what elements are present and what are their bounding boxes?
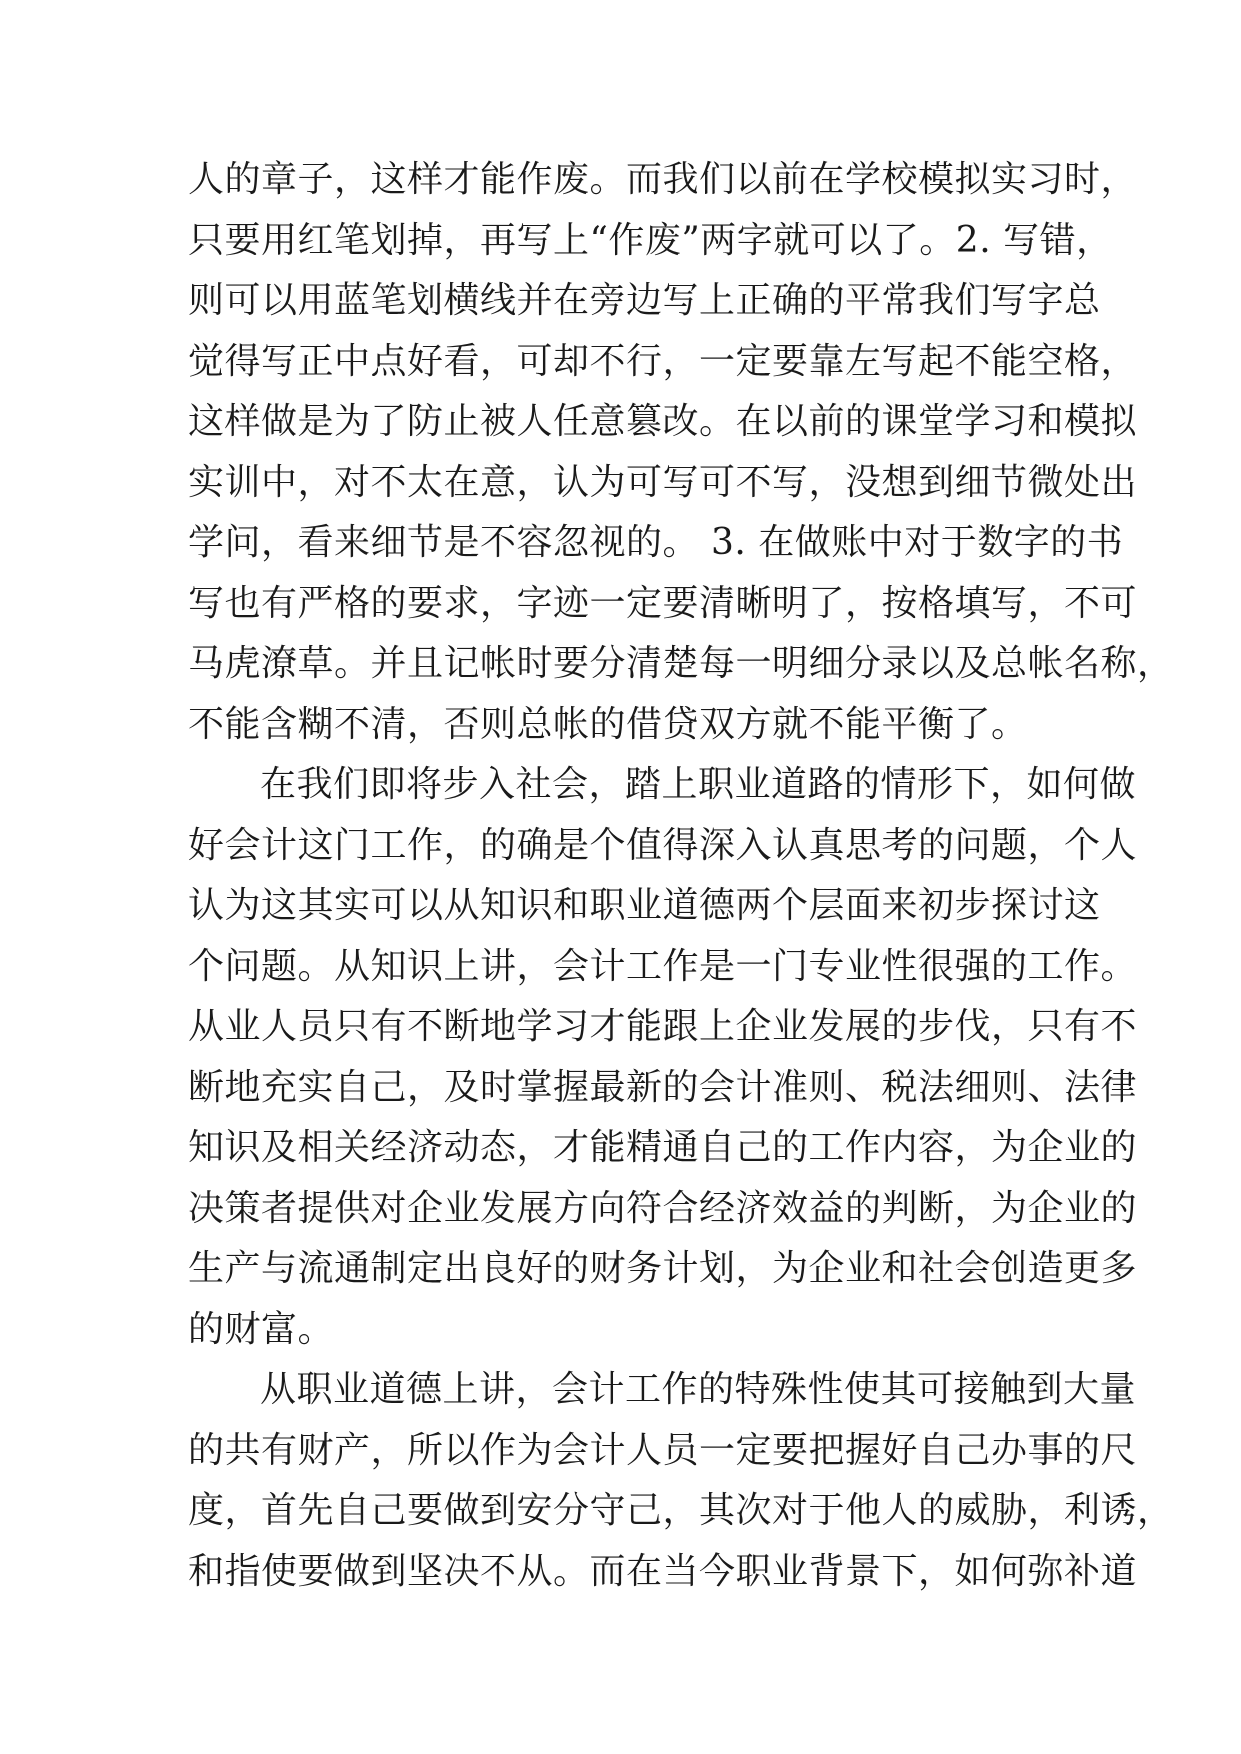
text-line: 好会计这门工作，的确是个值得深入认真思考的问题，个人 [188, 824, 1138, 866]
text-line: 度，首先自己要做到安分守己，其次对于他人的威胁，利诱， [188, 1490, 1174, 1531]
document-body [188, 150, 1174, 1602]
text-line: 这样做是为了防止被人任意篡改。在以前的课堂学习和模拟 [188, 401, 1138, 442]
text-line: 学问，看来细节是不容忽视的。 3. 在做账中对于数字的书 [188, 522, 1124, 563]
text-line: 只要用红笔划掉，再写上“作废”两字就可以了。2. 写错， [188, 219, 1113, 261]
paragraph-3 [188, 1360, 1174, 1602]
text-line: 个问题。从知识上讲，会计工作是一门专业性很强的工作。 [188, 945, 1138, 987]
text-line: 则可以用蓝笔划横线并在旁边写上正确的平常我们写字总 [188, 280, 1101, 321]
paragraph-1 [188, 150, 1174, 755]
text-line: 生产与流通制定出良好的财务计划，为企业和社会创造更多 [188, 1248, 1138, 1289]
text-line: 从职业道德上讲，会计工作的特殊性使其可接触到大量 [260, 1369, 1137, 1410]
text-line: 知识及相关经济动态，才能精通自己的工作内容，为企业的 [188, 1127, 1138, 1168]
text-line: 断地充实自己，及时掌握最新的会计准则、税法细则、法律 [188, 1066, 1138, 1108]
text-line: 觉得写正中点好看，可却不行，一定要靠左写起不能空格， [188, 340, 1138, 382]
text-line: 决策者提供对企业发展方向符合经济效益的判断，为企业的 [188, 1187, 1138, 1229]
text-line: 和指使要做到坚决不从。而在当今职业背景下，如何弥补道 [188, 1550, 1138, 1592]
text-line: 从业人员只有不断地学习才能跟上企业发展的步伐，只有不 [188, 1006, 1138, 1047]
text-line: 写也有严格的要求，字迹一定要清晰明了，按格填写，不可 [188, 582, 1138, 624]
text-line: 人的章子，这样才能作废。而我们以前在学校模拟实习时， [188, 159, 1138, 200]
text-line: 认为这其实可以从知识和职业道德两个层面来初步探讨这 [188, 885, 1101, 926]
text-line: 的财富。 [188, 1308, 335, 1350]
text-line: 马虎潦草。并且记帐时要分清楚每一明细分录以及总帐名称， [188, 643, 1174, 684]
text-line: 不能含糊不清，否则总帐的借贷双方就不能平衡了。 [188, 703, 1028, 745]
text-line: 实训中，对不太在意，认为可写可不写，没想到细节微处出 [188, 461, 1138, 503]
text-line: 的共有财产，所以作为会计人员一定要把握好自己办事的尺 [188, 1429, 1138, 1471]
text-line: 在我们即将步入社会，踏上职业道路的情形下，如何做 [260, 764, 1137, 805]
paragraph-2 [188, 755, 1138, 1360]
